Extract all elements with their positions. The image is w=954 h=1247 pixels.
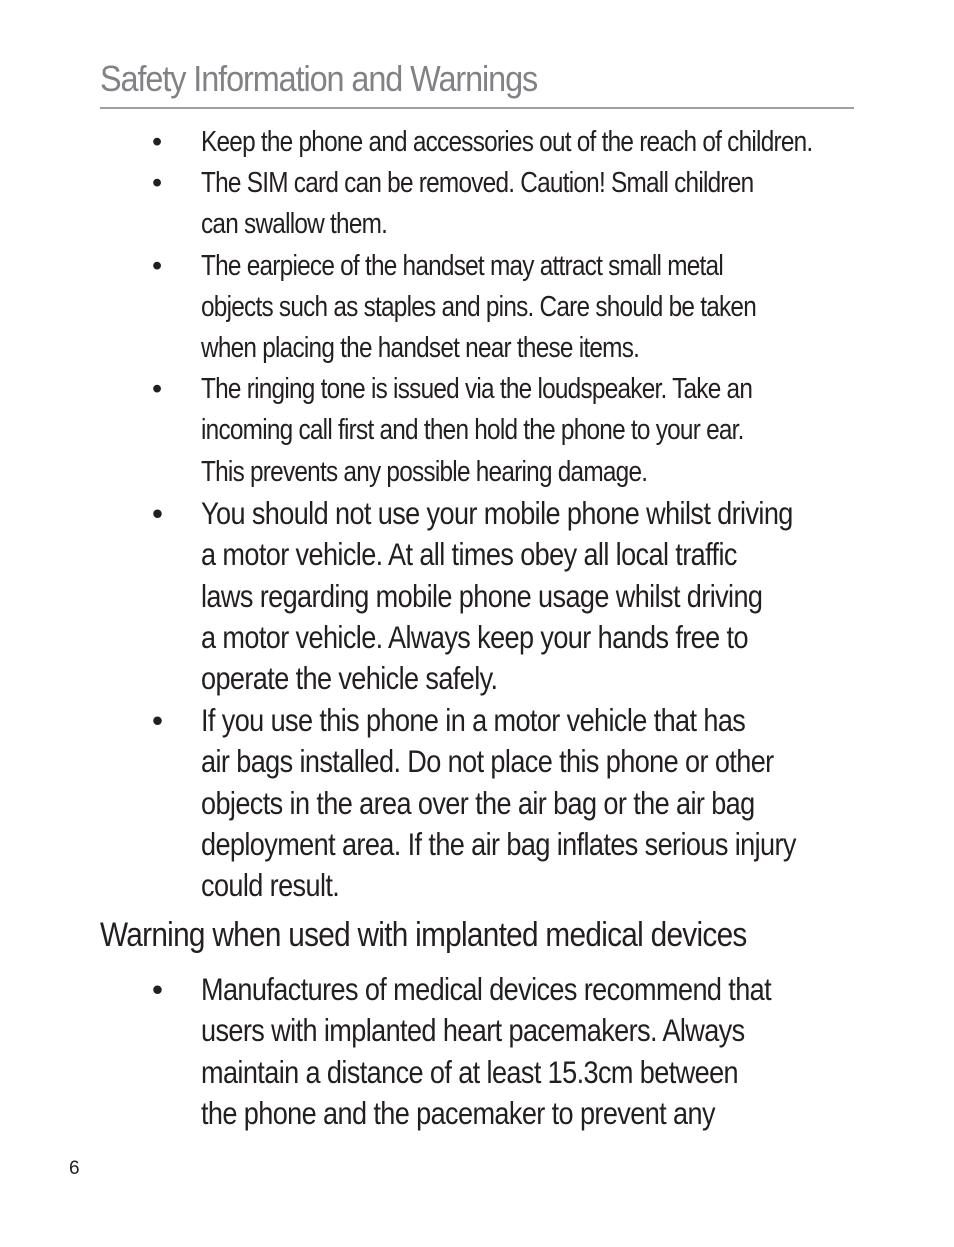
item-text-line: deployment area. If the air bag inflates serious injury (201, 826, 796, 863)
item-text-line: the phone and the pacemaker to prevent any (201, 1095, 715, 1132)
list-item (0, 700, 881, 907)
item-text-line: The SIM card can be removed. Caution! Small children (201, 167, 754, 200)
item-text-line: incoming call first and then hold the phone to your ear. (201, 414, 744, 447)
bullet-icon: • (152, 701, 164, 738)
item-text-line: when placing the handset near these items. (201, 332, 640, 365)
page-title: Safety Information and Warnings (100, 58, 538, 99)
list-item (0, 369, 881, 493)
item-text-line: This prevents any possible hearing damage. (201, 455, 648, 488)
item-text-line: The ringing tone is issued via the loudspeaker. Take an (201, 373, 753, 406)
list-item (0, 163, 881, 245)
item-text-line: operate the vehicle safely. (201, 660, 498, 697)
item-text-line: You should not use your mobile phone whilst driving (201, 494, 793, 531)
title-divider (100, 107, 854, 109)
item-text-line: objects in the area over the air bag or the air bag (201, 784, 755, 821)
list-item (0, 122, 881, 163)
item-text-line: objects such as staples and pins. Care should be taken (201, 290, 757, 323)
list-item (0, 246, 881, 370)
bullet-icon: • (152, 126, 163, 158)
list-item (0, 493, 881, 700)
bullet-icon: • (152, 167, 163, 200)
section-heading: Warning when used with implanted medical devices (100, 916, 747, 954)
item-text-line: Keep the phone and accessories out of the reach of children. (201, 126, 813, 158)
safety-list (0, 122, 881, 907)
item-text-line: laws regarding mobile phone usage whilst driving (201, 577, 763, 614)
list-item (0, 969, 881, 1135)
bullet-icon: • (152, 373, 163, 406)
item-text-line: users with implanted heart pacemakers. Always (201, 1012, 745, 1049)
bullet-icon: • (152, 971, 164, 1007)
bullet-icon: • (152, 249, 163, 282)
item-text-line: maintain a distance of at least 15.3cm between (201, 1053, 739, 1090)
item-text-line: a motor vehicle. Always keep your hands free to (201, 619, 748, 656)
item-text-line: can swallow them. (201, 208, 388, 241)
medical-list (0, 969, 881, 1135)
item-text-line: If you use this phone in a motor vehicle that has (201, 701, 746, 738)
item-text-line: air bags installed. Do not place this phone or other (201, 743, 774, 780)
item-text-line: Manufactures of medical devices recommend that (201, 971, 772, 1007)
item-text-line: The earpiece of the handset may attract small metal (201, 249, 724, 282)
bullet-icon: • (152, 494, 164, 531)
item-text-line: could result. (201, 867, 340, 904)
page-number: 6 (69, 1158, 80, 1179)
item-text-line: a motor vehicle. At all times obey all local traffic (201, 536, 737, 573)
